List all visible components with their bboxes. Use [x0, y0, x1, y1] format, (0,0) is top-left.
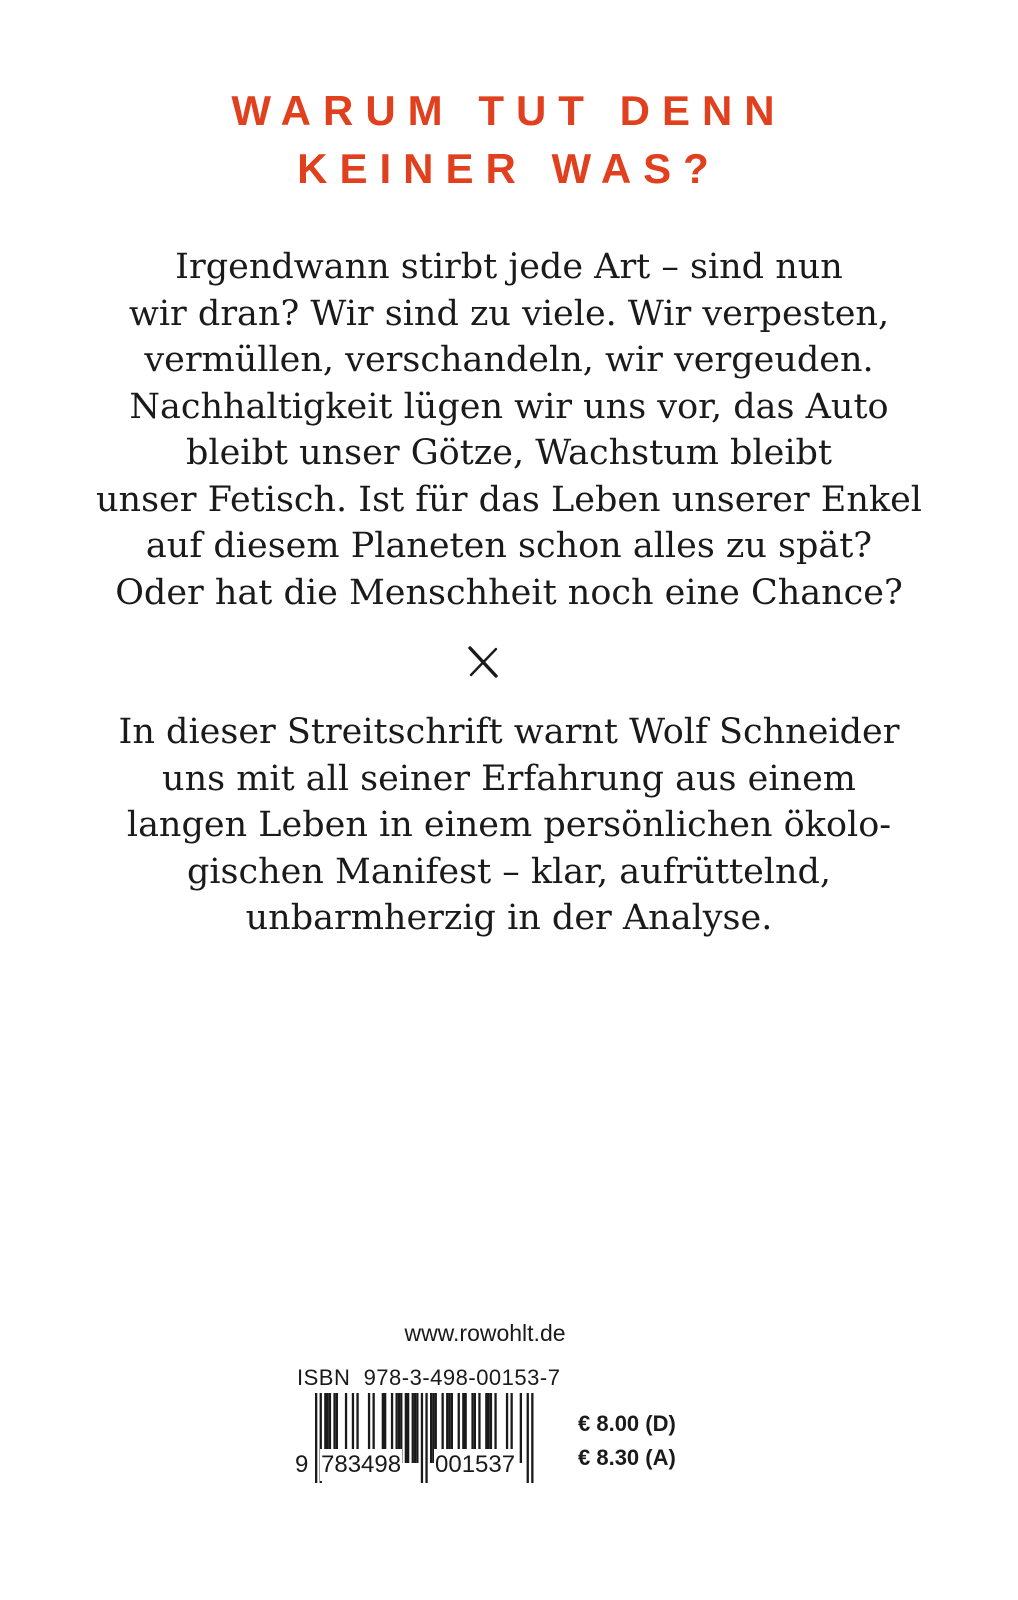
- summary-line: gischen Manifest – klar, aufrüttelnd,: [186, 851, 832, 892]
- intro-line: unser Fetisch. Ist für das Leben unserer Enkel: [95, 479, 922, 520]
- summary-line: uns mit all seiner Erfahrung aus einem: [162, 758, 856, 799]
- intro-line: wir dran? Wir sind zu viele. Wir verpesten,: [128, 293, 890, 334]
- price-germany: € 8.00 (D): [578, 1411, 676, 1436]
- barcode-left-group: 783498: [320, 1449, 402, 1481]
- barcode-digits: [294, 1449, 546, 1485]
- barcode-first-digit: 9: [294, 1449, 309, 1481]
- cross-mark-icon: [466, 645, 500, 679]
- intro-line: bleibt unser Götze, Wachstum bleibt: [185, 433, 832, 473]
- intro-line: Oder hat die Menschheit noch eine Chance?: [115, 572, 903, 613]
- headline-line-2: KEINER WAS?: [297, 145, 721, 192]
- headline: [0, 82, 1018, 198]
- intro-line: auf diesem Planeten schon alles zu spät?: [145, 526, 873, 566]
- summary-line: In dieser Streitschrift warnt Wolf Schneider: [118, 712, 900, 752]
- headline-line-1: WARUM TUT DENN: [231, 87, 787, 134]
- intro-line: vermüllen, verschandeln, wir vergeuden.: [144, 340, 874, 380]
- isbn-label: ISBN 978-3-498-00153-7: [297, 1365, 561, 1390]
- summary-line: langen Leben in einem persönlichen ökolo-: [126, 805, 892, 845]
- barcode-right-group: 001537: [434, 1449, 516, 1481]
- summary-line: unbarmherzig in der Analyse.: [245, 898, 773, 938]
- publisher-website[interactable]: www.rowohlt.de: [404, 1320, 566, 1346]
- intro-paragraph: [60, 244, 958, 616]
- summary-paragraph: [60, 709, 958, 942]
- intro-line: Irgendwann stirbt jede Art – sind nun: [175, 247, 843, 287]
- intro-line: Nachhaltigkeit lügen wir uns vor, das Auto: [129, 386, 889, 427]
- price-austria: € 8.30 (A): [578, 1445, 676, 1470]
